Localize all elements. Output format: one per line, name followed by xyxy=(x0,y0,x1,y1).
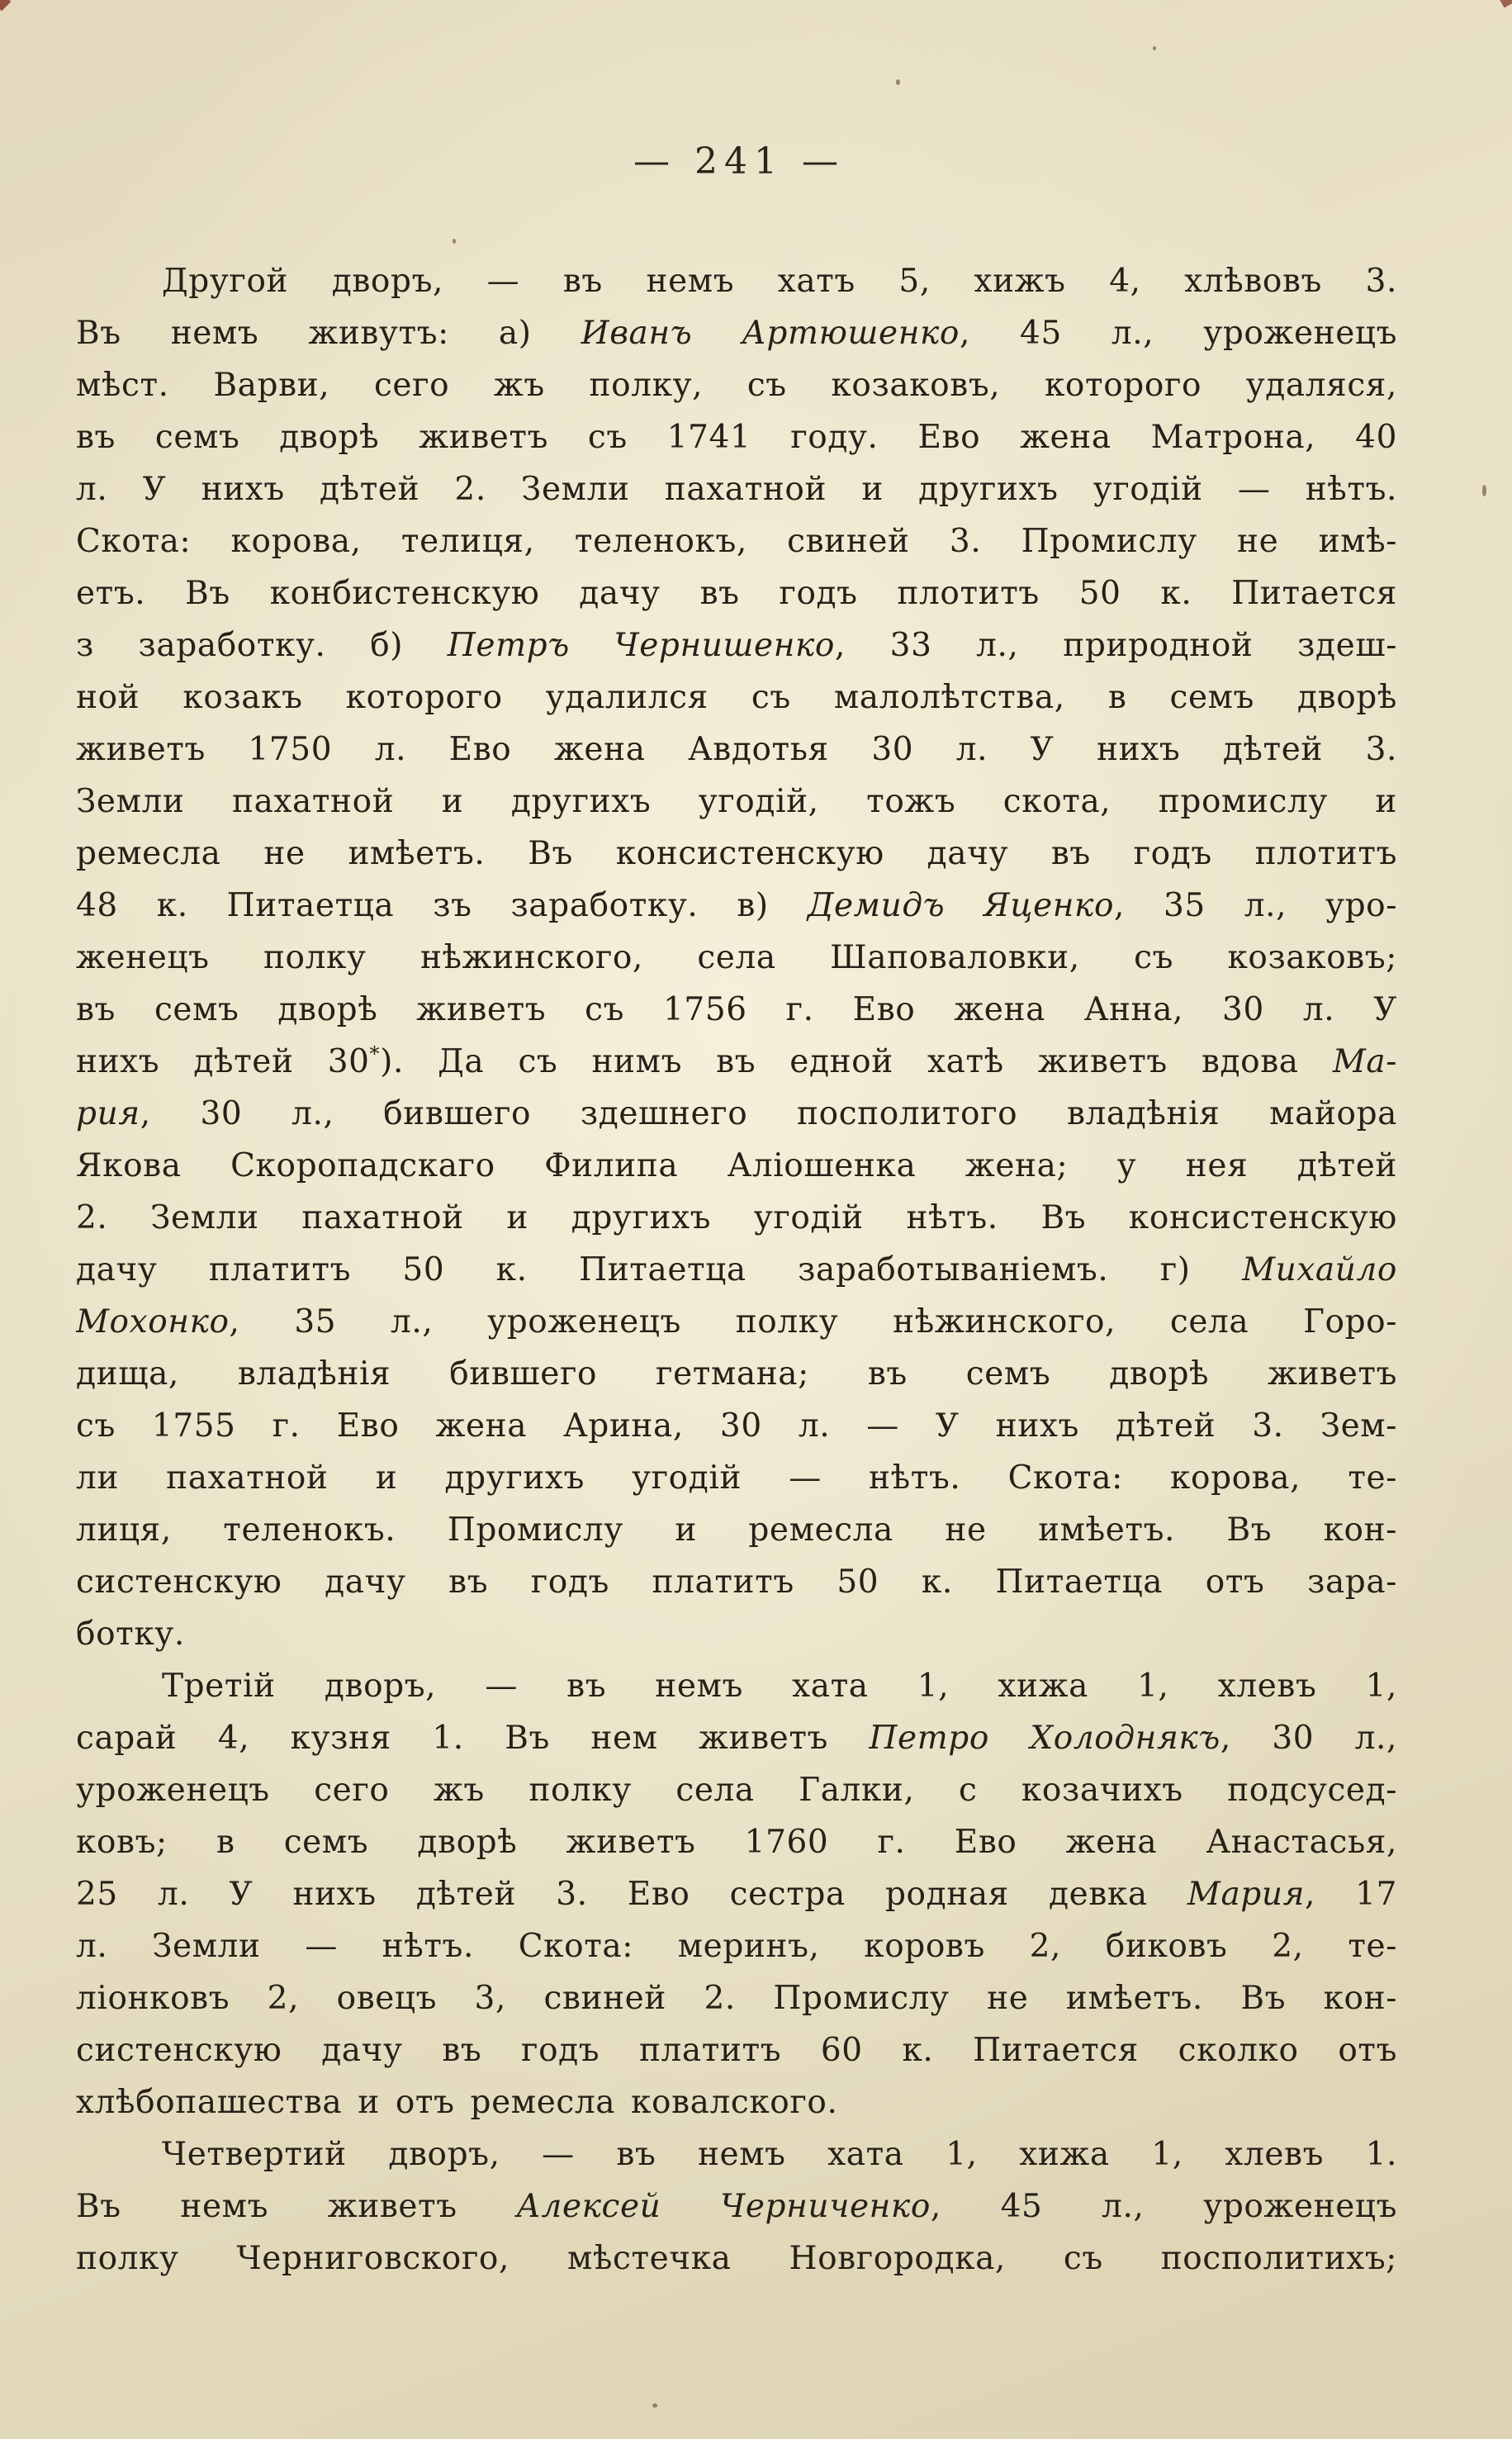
text-line xyxy=(76,1400,1397,1452)
text-line xyxy=(76,307,1397,359)
text-line xyxy=(76,1140,1397,1192)
text-line xyxy=(76,828,1397,880)
text-segment: 48 к. Питаетца зъ заработку. в) xyxy=(76,887,808,924)
text-line xyxy=(76,2233,1397,2285)
text-segment: , 30 л., xyxy=(1220,1720,1397,1757)
person-name-text: Ма- xyxy=(1332,1043,1397,1080)
text-segment: ли пахатной и другихъ угодій — нѣтъ. Скота: корова, те- xyxy=(76,1459,1397,1497)
text-segment: 2. Земли пахатной и другихъ угодій нѣтъ. Въ консистенскую xyxy=(76,1199,1397,1236)
text-segment: , 35 л., уро- xyxy=(1114,887,1397,924)
text-segment: женецъ полку нѣжинского, села Шаповаловки, съ козаковъ; xyxy=(76,939,1397,976)
text-segment: Якова Скоропадскаго Филипа Аліошенка жена; у нея дѣтей xyxy=(76,1147,1397,1184)
text-line xyxy=(76,1192,1397,1244)
paragraph xyxy=(76,1660,1397,2128)
text-segment: Другой дворъ, — въ немъ хатъ 5, хижъ 4, хлѣвовъ 3. xyxy=(162,263,1397,300)
text-segment: мѣст. Варви, сего жъ полку, съ козаковъ, которого удаляся, xyxy=(76,367,1397,404)
text-segment: , 35 л., уроженецъ полку нѣжинского, села Горо- xyxy=(229,1303,1397,1341)
text-segment: систенскую дачу въ годъ платитъ 50 к. Питаетца отъ зара- xyxy=(76,1564,1397,1601)
text-segment: систенскую дачу въ годъ платитъ 60 к. Питается сколко отъ xyxy=(76,2032,1397,2069)
text-line xyxy=(76,411,1397,463)
text-line xyxy=(76,671,1397,724)
text-line xyxy=(76,1764,1397,1816)
text-line xyxy=(76,567,1397,619)
paragraph xyxy=(76,255,1397,1660)
text-line xyxy=(76,1556,1397,1608)
text-segment: нихъ дѣтей 30 xyxy=(76,1043,370,1080)
text-line xyxy=(76,1296,1397,1348)
text-line xyxy=(76,1504,1397,1556)
paragraph xyxy=(76,2128,1397,2285)
text-line xyxy=(76,880,1397,932)
text-segment: , 30 л., бившего здешнего посполитого владѣнія майора xyxy=(140,1095,1397,1132)
paper-speck xyxy=(1482,485,1486,496)
text-segment: 25 л. У нихъ дѣтей 3. Ево сестра родная девка xyxy=(76,1876,1187,1913)
text-segment: уроженецъ сего жъ полку села Галки, с козачихъ подсусед- xyxy=(76,1772,1397,1809)
text-line xyxy=(76,1608,1397,1660)
text-segment: , 45 л., уроженецъ xyxy=(930,2188,1397,2225)
text-segment: етъ. Въ конбистенскую дачу въ годъ плотитъ 50 к. Питается xyxy=(76,575,1397,612)
text-segment: живетъ 1750 л. Ево жена Авдотья 30 л. У нихъ дѣтей 3. xyxy=(76,731,1397,768)
person-name-text: рия xyxy=(76,1095,140,1132)
text-segment: ботку. xyxy=(76,1616,185,1653)
page-number: — 241 — xyxy=(633,140,845,183)
scan-corner-artifact-left xyxy=(0,0,11,11)
text-line xyxy=(76,2076,1397,2128)
text-segment: съ 1755 г. Ево жена Арина, 30 л. — У нихъ дѣтей 3. Зем- xyxy=(76,1407,1397,1445)
text-line xyxy=(76,2180,1397,2233)
text-segment: ремесла не имѣетъ. Въ консистенскую дачу въ годъ плотитъ xyxy=(76,835,1397,872)
paper-speck xyxy=(453,239,456,244)
text-line xyxy=(76,1816,1397,1868)
text-line xyxy=(76,2024,1397,2076)
text-line xyxy=(76,1868,1397,1920)
text-line xyxy=(76,463,1397,515)
text-line xyxy=(76,1972,1397,2024)
text-segment: дища, владѣнія бившего гетмана; въ семъ дворѣ живетъ xyxy=(76,1355,1397,1393)
person-name-text: Петро Холоднякъ xyxy=(869,1720,1221,1757)
text-segment: Земли пахатной и другихъ угодій, тожъ скота, промислу и xyxy=(76,783,1397,820)
text-segment: лиця, теленокъ. Промислу и ремесла не имѣетъ. Въ кон- xyxy=(76,1511,1397,1549)
text-segment: л. Земли — нѣтъ. Скота: меринъ, коровъ 2, биковъ 2, те- xyxy=(76,1928,1397,1965)
text-segment: ковъ; в семъ дворѣ живетъ 1760 г. Ево жена Анастасья, xyxy=(76,1824,1397,1861)
person-name-text: Алексей Черниченко xyxy=(516,2188,931,2225)
text-segment: з заработку. б) xyxy=(76,627,448,664)
text-line xyxy=(76,984,1397,1036)
scan-corner-artifact-right xyxy=(1499,0,1512,8)
footnote-marker: * xyxy=(369,1042,381,1065)
text-line xyxy=(76,932,1397,984)
text-line xyxy=(76,1660,1397,1712)
text-line xyxy=(76,776,1397,828)
text-line xyxy=(76,1712,1397,1764)
text-line xyxy=(76,619,1397,671)
paper-speck xyxy=(1153,46,1156,50)
paper-speck xyxy=(652,2403,657,2408)
person-name-text: Демидъ Яценко xyxy=(807,887,1115,924)
page-body xyxy=(76,255,1397,2285)
person-name-text: Михайло xyxy=(1242,1251,1397,1288)
text-segment: ліонковъ 2, овецъ 3, свиней 2. Промислу не имѣетъ. Въ кон- xyxy=(76,1980,1397,2017)
paper-speck xyxy=(896,79,900,85)
text-segment: хлѣбопашества и отъ ремесла ковалского. xyxy=(76,2084,838,2121)
text-segment: Въ немъ живутъ: а) xyxy=(76,315,581,352)
text-segment: Третій дворъ, — въ немъ хата 1, хижа 1, хлевъ 1, xyxy=(162,1668,1397,1705)
text-line xyxy=(76,1348,1397,1400)
text-line xyxy=(76,515,1397,567)
text-line xyxy=(76,1244,1397,1296)
text-segment: л. У нихъ дѣтей 2. Земли пахатной и другихъ угодій — нѣтъ. xyxy=(76,471,1397,508)
text-segment: ). Да съ нимъ въ едной хатѣ живетъ вдова xyxy=(380,1043,1333,1080)
person-name-text: Мохонко xyxy=(76,1303,230,1341)
text-line xyxy=(76,359,1397,411)
person-name-text: Петръ Чернишенко xyxy=(447,627,835,664)
text-line xyxy=(76,1920,1397,1972)
text-line xyxy=(76,2128,1397,2180)
text-segment: Четвертий дворъ, — въ немъ хата 1, хижа 1, хлевъ 1. xyxy=(162,2136,1397,2173)
text-segment: сарай 4, кузня 1. Въ нем живетъ xyxy=(76,1720,870,1757)
text-line xyxy=(76,255,1397,307)
text-line xyxy=(76,1036,1397,1088)
text-segment: ной козакъ которого удалился съ малолѣтства, в семъ дворѣ xyxy=(76,679,1397,716)
text-segment: Скота: корова, телиця, теленокъ, свиней 3. Промислу не имѣ- xyxy=(76,523,1397,560)
text-segment: , 45 л., уроженецъ xyxy=(960,315,1397,352)
text-segment: въ семъ дворѣ живетъ съ 1741 году. Ево жена Матрона, 40 xyxy=(76,419,1397,456)
text-segment: дачу платитъ 50 к. Питаетца заработываніемъ. г) xyxy=(76,1251,1243,1288)
text-line xyxy=(76,1088,1397,1140)
person-name-text: Мария xyxy=(1187,1876,1305,1913)
text-line xyxy=(76,724,1397,776)
text-segment: полку Черниговского, мѣстечка Новгородка, съ посполитихъ; xyxy=(76,2240,1397,2277)
text-segment: Въ немъ живетъ xyxy=(76,2188,517,2225)
text-segment: , 17 xyxy=(1305,1876,1397,1913)
person-name-text: Иванъ Артюшенко xyxy=(581,315,960,352)
text-segment: въ семъ дворѣ живетъ съ 1756 г. Ево жена Анна, 30 л. У xyxy=(76,991,1397,1028)
text-segment: , 33 л., природной здеш- xyxy=(835,627,1397,664)
text-line xyxy=(76,1452,1397,1504)
